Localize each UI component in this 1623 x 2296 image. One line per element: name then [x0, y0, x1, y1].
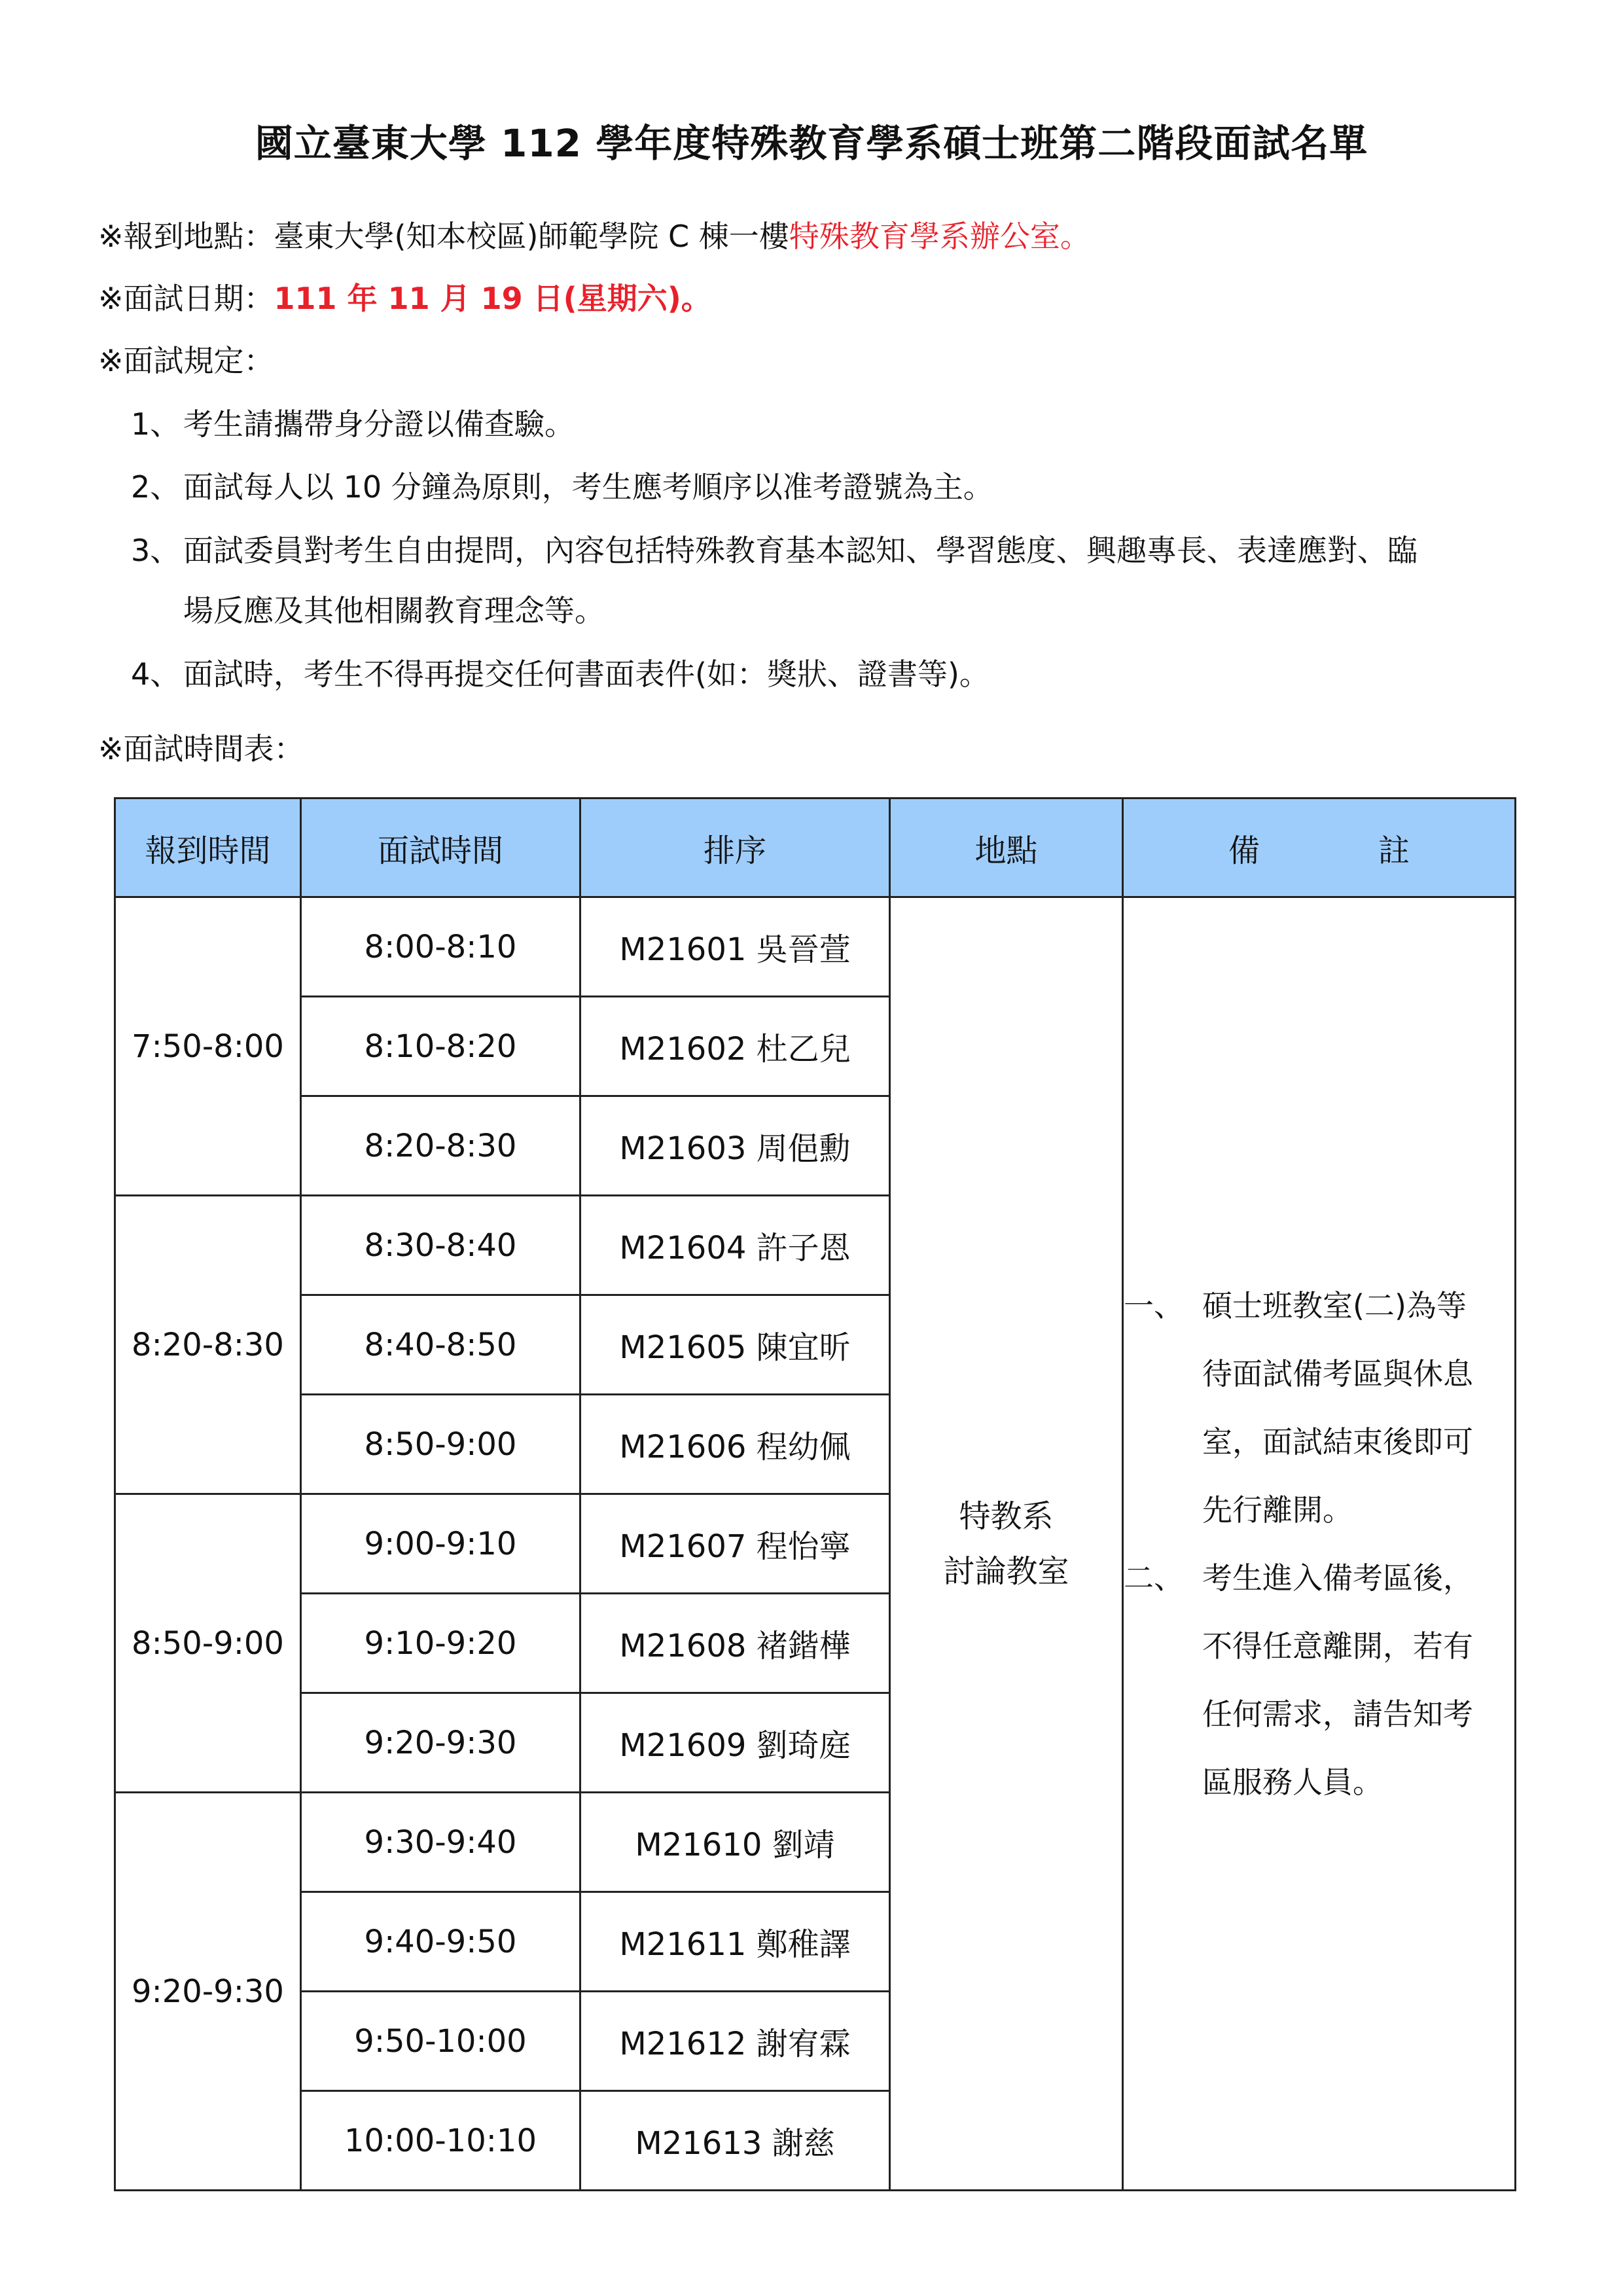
rule-number: 3、	[131, 533, 181, 568]
interview-time-cell: 9:20-9:30	[301, 1693, 580, 1793]
candidate-cell: M21607 程怡寧	[580, 1494, 890, 1594]
note-line: 考生進入備考區後，	[1202, 1560, 1473, 1596]
interview-time-cell: 8:20-8:30	[301, 1096, 580, 1196]
location-line-1: 特教系	[959, 1498, 1054, 1535]
interview-time-cell: 9:00-9:10	[301, 1494, 580, 1594]
note-item-2	[1124, 1544, 1508, 1816]
interview-date-value: 111 年 11 月 19 日(星期六)。	[274, 281, 711, 316]
rule-text: 面試每人以 10 分鐘為原則，考生應考順序以准考證號為主。	[183, 469, 993, 505]
candidate-cell: M21609 劉琦庭	[580, 1693, 890, 1793]
note-mark: 二、	[1124, 1560, 1184, 1596]
rule-item-1	[131, 401, 575, 444]
header-interview-time: 面試時間	[301, 798, 580, 897]
header-report-time: 報到時間	[115, 798, 301, 897]
candidate-cell: M21606 程幼佩	[580, 1395, 890, 1494]
interview-schedule-table	[114, 797, 1516, 2191]
interview-time-cell: 8:10-8:20	[301, 997, 580, 1096]
note-item-1	[1124, 1272, 1508, 1544]
candidate-cell: M21603 周俋勳	[580, 1096, 890, 1196]
location-cell	[890, 897, 1123, 2191]
interview-time-cell: 9:50-10:00	[301, 1992, 580, 2091]
schedule-heading: ※面試時間表：	[98, 731, 304, 766]
note-line: 室，面試結束後即可	[1202, 1424, 1473, 1460]
note-line: 待面試備考區與休息	[1202, 1355, 1473, 1391]
note-line: 任何需求，請告知考	[1202, 1696, 1473, 1732]
rule-text: 場反應及其他相關教育理念等。	[183, 593, 605, 628]
report-time-cell: 8:50-9:00	[115, 1494, 301, 1793]
location-line-2: 討論教室	[943, 1552, 1069, 1590]
rule-number: 2、	[131, 469, 181, 505]
candidate-cell: M21610 劉靖	[580, 1793, 890, 1892]
note-line: 區服務人員。	[1202, 1764, 1383, 1800]
header-notes	[1123, 798, 1516, 897]
interview-time-cell: 8:30-8:40	[301, 1196, 580, 1295]
table-row	[115, 897, 1516, 997]
rule-item-3	[131, 527, 1418, 570]
header-notes-right: 註	[1378, 832, 1410, 869]
candidate-cell: M21613 謝慈	[580, 2091, 890, 2191]
rule-text: 面試時，考生不得再提交任何書面表件(如：獎狀、證書等)。	[183, 656, 990, 692]
candidate-cell: M21608 褚鍇樺	[580, 1594, 890, 1693]
note-mark: 一、	[1124, 1287, 1184, 1323]
rule-number: 1、	[131, 406, 181, 442]
rule-item-4	[131, 651, 990, 694]
note-line: 先行離開。	[1202, 1492, 1353, 1528]
candidate-cell: M21604 許子恩	[580, 1196, 890, 1295]
report-location-highlight: 特殊教育學系辦公室。	[789, 219, 1090, 254]
interview-time-cell: 8:40-8:50	[301, 1295, 580, 1395]
interview-date-label: ※面試日期：	[98, 281, 274, 316]
table-header-row	[115, 798, 1516, 897]
rule-text: 面試委員對考生自由提問，內容包括特殊教育基本認知、學習態度、興趣專長、表達應對、臨	[183, 533, 1418, 568]
note-line: 不得任意離開，若有	[1202, 1628, 1473, 1664]
interview-date-line	[98, 275, 711, 318]
report-time-cell: 8:20-8:30	[115, 1196, 301, 1494]
rule-number: 4、	[131, 656, 181, 692]
rule-item-2	[131, 463, 993, 507]
candidate-cell: M21605 陳宜昕	[580, 1295, 890, 1395]
note-line: 碩士班教室(二)為等	[1202, 1287, 1467, 1323]
candidate-cell: M21601 吳晉萱	[580, 897, 890, 997]
notes-cell	[1123, 897, 1516, 2191]
rule-text: 考生請攜帶身分證以備查驗。	[183, 406, 575, 442]
candidate-cell: M21611 鄭稚譯	[580, 1892, 890, 1992]
header-location: 地點	[890, 798, 1123, 897]
interview-time-cell: 9:40-9:50	[301, 1892, 580, 1992]
candidate-cell: M21612 謝宥霖	[580, 1992, 890, 2091]
header-notes-left: 備	[1228, 832, 1260, 869]
report-time-cell: 7:50-8:00	[115, 897, 301, 1196]
interview-time-cell: 9:30-9:40	[301, 1793, 580, 1892]
report-time-cell: 9:20-9:30	[115, 1793, 301, 2191]
rule-item-3-continued	[131, 587, 605, 630]
header-order: 排序	[580, 798, 890, 897]
interview-time-cell: 9:10-9:20	[301, 1594, 580, 1693]
interview-time-cell: 10:00-10:10	[301, 2091, 580, 2191]
candidate-cell: M21602 杜乙兒	[580, 997, 890, 1096]
notes-list	[1124, 1272, 1508, 1816]
interview-time-cell: 8:00-8:10	[301, 897, 580, 997]
page-title: 國立臺東大學 112 學年度特殊教育學系碩士班第二階段面試名單	[255, 121, 1368, 166]
report-location-label: ※報到地點：臺東大學(知本校區)師範學院 C 棟一樓	[98, 219, 789, 254]
interview-time-cell: 8:50-9:00	[301, 1395, 580, 1494]
rules-heading: ※面試規定：	[98, 343, 274, 378]
report-location-line	[98, 213, 1090, 256]
